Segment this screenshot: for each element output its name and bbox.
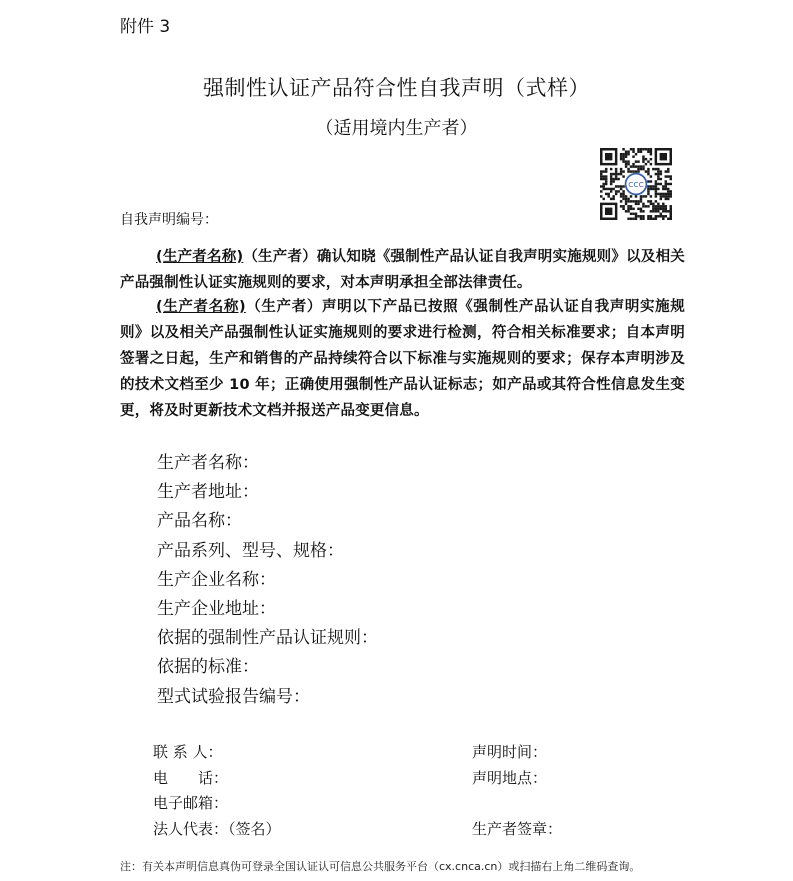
paragraph-text: （生产者）确认知晓《强制性产品认证自我声明实施规则》以及相关产品强制性认证实施规则的要求，对本声明承担全部法律责任。 [120, 249, 685, 291]
legal-representative-label: 法人代表：（签名） [153, 820, 281, 838]
attachment-label: 附件 3 [120, 17, 171, 37]
page-subtitle: （适用境内生产者） [315, 118, 478, 139]
field-product-name: 产品名称： [157, 511, 242, 532]
field-certification-rules: 依据的强制性产品认证规则： [157, 628, 378, 649]
producer-seal-label: 生产者签章： [472, 820, 563, 838]
paragraph-acknowledgement [120, 244, 685, 296]
producer-name-placeholder: (生产者名称) [156, 249, 244, 265]
paragraph-declaration [120, 294, 685, 424]
declaration-number-label: 自我声明编号： [120, 212, 218, 228]
field-standards: 依据的标准： [157, 657, 259, 678]
field-manufacturer-name: 生产企业名称： [157, 569, 276, 590]
field-product-series-model: 产品系列、型号、规格： [157, 540, 344, 561]
producer-name-placeholder: (生产者名称) [156, 299, 246, 315]
phone-label: 电 话： [153, 769, 229, 787]
footnote: 注：有关本声明信息真伪可登录全国认证认可信息公共服务平台（cx.cnca.cn）或扫描右上角二维码查询。 [120, 860, 641, 873]
contact-person-label: 联 系 人： [153, 743, 223, 761]
qr-code-icon[interactable] [600, 148, 672, 220]
field-producer-address: 生产者地址： [157, 482, 259, 503]
declaration-time-label: 声明时间： [472, 743, 548, 761]
paragraph-text: （生产者）声明以下产品已按照《强制性产品认证自我声明实施规则》以及相关产品强制性认证实施规则的要求进行检测，符合相关标准要求；自本声明签署之日起，生产和销售的产品持续符合以下标准与实施规则的要求；保存本声明涉及的技术文档至少 10 年；正确使用强制性产品认证标志；如产品或其符合性信息发生变更，将及时更新技术文档并报送产品变更信息。 [120, 299, 685, 419]
declaration-place-label: 声明地点： [472, 769, 548, 787]
field-producer-name: 生产者名称： [157, 453, 259, 473]
field-type-test-report-no: 型式试验报告编号： [157, 686, 310, 707]
field-manufacturer-address: 生产企业地址： [157, 599, 276, 620]
ccc-mark-label: CCC [628, 179, 644, 189]
page-title: 强制性认证产品符合性自我声明（式样） [203, 76, 590, 100]
form-fields [157, 449, 378, 712]
email-label: 电子邮箱： [153, 794, 229, 812]
